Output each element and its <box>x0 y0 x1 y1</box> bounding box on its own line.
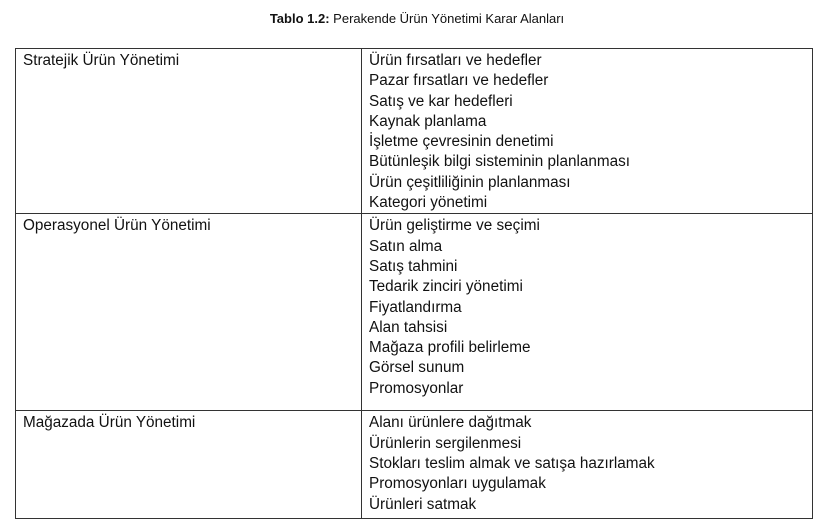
category-label: Mağazada Ürün Yönetimi <box>23 414 196 432</box>
list-item: Kategori yönetimi <box>369 194 488 212</box>
table-caption <box>0 11 834 27</box>
category-label: Stratejik Ürün Yönetimi <box>23 52 180 69</box>
list-item: Alanı ürünlere dağıtmak <box>369 414 532 432</box>
list-item: Kaynak planlama <box>369 112 487 130</box>
list-item: Stokları teslim almak ve satışa hazırlamak <box>369 454 655 472</box>
list-item: Fiyatlandırma <box>369 298 462 316</box>
list-item: Satış ve kar hedefleri <box>369 92 513 110</box>
table-row-strategic <box>16 49 813 214</box>
list-item: Görsel sunum <box>369 359 465 377</box>
items-cell-operational <box>362 214 813 411</box>
list-item: Ürünleri satmak <box>369 495 477 513</box>
list-item: Alan tahsisi <box>369 318 448 336</box>
list-item: Bütünleşik bilgi sisteminin planlanması <box>369 153 631 171</box>
list-item: Tedarik zinciri yönetimi <box>369 278 523 296</box>
items-cell-in-store <box>362 411 813 519</box>
list-item: Ürün geliştirme ve seçimi <box>369 217 540 235</box>
list-item: Ürün çeşitliliğinin planlanması <box>369 173 571 191</box>
table-row-in-store <box>16 411 813 519</box>
list-item: Mağaza profili belirleme <box>369 339 531 357</box>
list-item: Promosyonları uygulamak <box>369 475 546 493</box>
list-item: Pazar fırsatları ve hedefler <box>369 72 549 90</box>
decision-areas-table <box>15 48 813 519</box>
category-cell-in-store <box>16 411 362 519</box>
table-row-operational <box>16 214 813 411</box>
list-item: Satın alma <box>369 237 443 255</box>
list-item: Promosyonlar <box>369 379 464 397</box>
items-cell-strategic <box>362 49 813 214</box>
category-label: Operasyonel Ürün Yönetimi <box>23 217 211 235</box>
caption-label: Tablo 1.2: <box>269 11 330 26</box>
category-cell-strategic <box>16 49 362 214</box>
caption-title: Perakende Ürün Yönetimi Karar Alanları <box>333 11 565 26</box>
list-item: Ürünlerin sergilenmesi <box>369 434 522 452</box>
category-cell-operational <box>16 214 362 411</box>
list-item: Ürün fırsatları ve hedefler <box>369 52 542 69</box>
list-item: İşletme çevresinin denetimi <box>369 133 554 151</box>
list-item: Satış tahmini <box>369 257 458 275</box>
